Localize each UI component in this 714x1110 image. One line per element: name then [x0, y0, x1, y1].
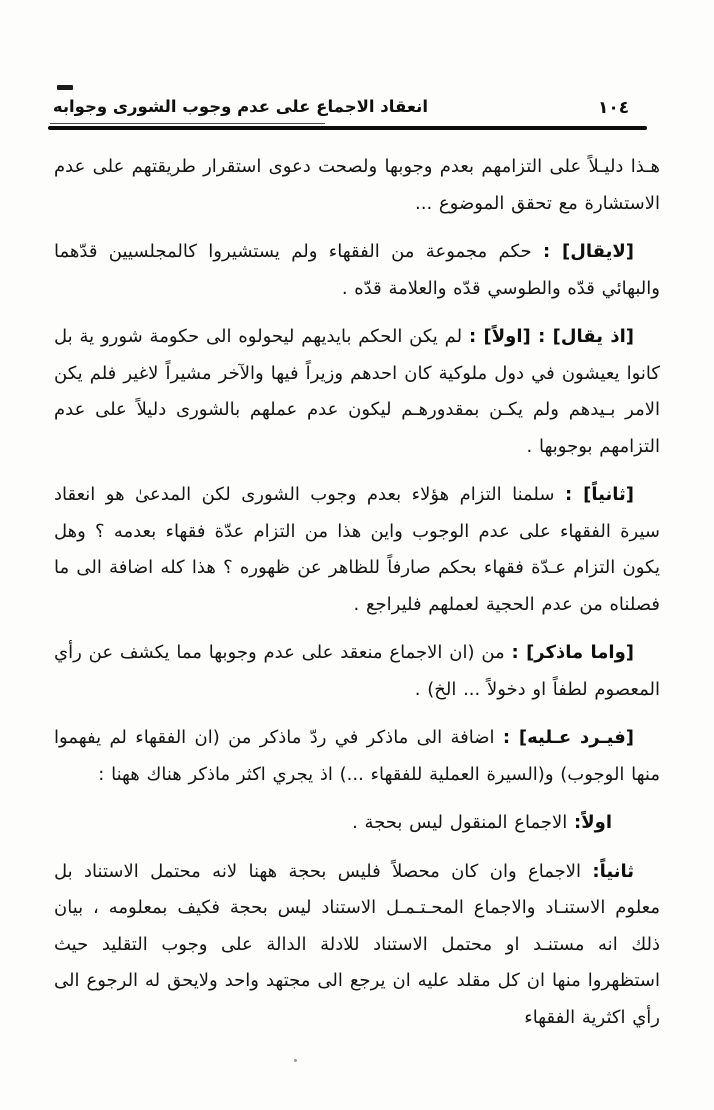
- paragraph-lead: [ثانياً] :: [564, 484, 634, 505]
- paragraph-text: الاجماع المنقول ليس بحجة .: [352, 812, 575, 833]
- paragraph: [54, 805, 660, 842]
- paragraph-lead: [واما ماذكر] :: [511, 642, 634, 663]
- paragraph-lead: [فيـرد عـليه] :: [502, 727, 634, 748]
- paragraph-lead: ثانياً:: [592, 860, 634, 882]
- header-rule-thin: [50, 123, 325, 124]
- paragraph-text: اضافة الى ماذكر في ردّ ماذكر من (ان الفقهاء لم يفهموا منها الوجوب) و(السيرة العملية للفقهاء ...) اذ يجري اكثر ماذكر هناك ههنا :: [54, 727, 660, 785]
- body-text-column: [54, 149, 660, 1048]
- paragraph-text: لم يكن الحكم بايديهم ليحولوه الى حكومة شورو ية بل كانوا يعيشون في دول ملوكية كان احدهم وزيراً فيها والآخر مشيراً لاغير فلم يكن الامر بـيدهم ولم يكـن بمقدورهـم ليكون عدم عملهم بالشورى دليلاً على عدم التزامهم بوجوبها .: [54, 326, 660, 457]
- paragraph: [54, 720, 660, 793]
- paragraph-text: هـذا دليـلاً على التزامهم بعدم وجوبها ولصحت دعوى استقرار طريقتهم على عدم الاستشارة مع تحقق الموضوع ...: [54, 156, 660, 214]
- header-rule-thick: [48, 126, 647, 130]
- paragraph-lead: [لايقال] :: [542, 241, 634, 262]
- paragraph: [54, 149, 660, 222]
- paragraph: [54, 234, 660, 307]
- paragraph-text: الاجماع وان كان محصلاً فليس بحجة ههنا لانه محتمل الاستناد بل معلوم الاستنـاد والاجماع المحـتـمـل الاستناد ليس بحجة فكيف بمعلومه ، بيان ذلك انه مستنـد او محتمل الاستناد للادلة الدالة على وجوب التقليد حيث استظهروا منها ان كل مقلد عليه ان يرجع الى مجتهد واحد ولايحق له الرجوع الى رأي اكثرية الفقهاء: [54, 860, 660, 1028]
- paragraph-text: حكم مجموعة من الفقهاء ولم يستشيروا كالمجلسيين قدّهما والبهائي قدّه والطوسي قدّه والعلامة قدّه .: [54, 241, 660, 299]
- paragraph-lead: [اذ يقال] : [اولاً] :: [468, 326, 634, 347]
- paragraph-text: من (ان الاجماع منعقد على عدم وجوبها مما يكشف عن رأي المعصوم لطفاً او دخولاً ... الخ) .: [54, 642, 660, 700]
- scan-artifact: [57, 85, 73, 90]
- scan-artifact: [294, 1059, 297, 1062]
- paragraph: [54, 477, 660, 623]
- paragraph: [54, 319, 660, 465]
- paragraph-text: سلمنا التزام هؤلاء بعدم وجوب الشورى لكن المدعىٰ هو انعقاد سيرة الفقهاء على عدم الوجوب واين هذا من التزام عدّة فقهاء بعدمه ؟ وهل يكون التزام عـدّة فقهاء بحكم صارفاً للظاهر عن ظهوره ؟ هذا كله اضافة الى ما فصلناه من عدم الحجية لعملهم فليراجع .: [54, 484, 660, 615]
- paragraph: [54, 635, 660, 708]
- paragraph-lead: اولاً:: [574, 812, 612, 833]
- page-number: ١٠٤: [598, 98, 630, 118]
- running-header-title: انعقاد الاجماع على عدم وجوب الشورى وجوابه: [52, 97, 428, 116]
- paragraph: [54, 854, 660, 1037]
